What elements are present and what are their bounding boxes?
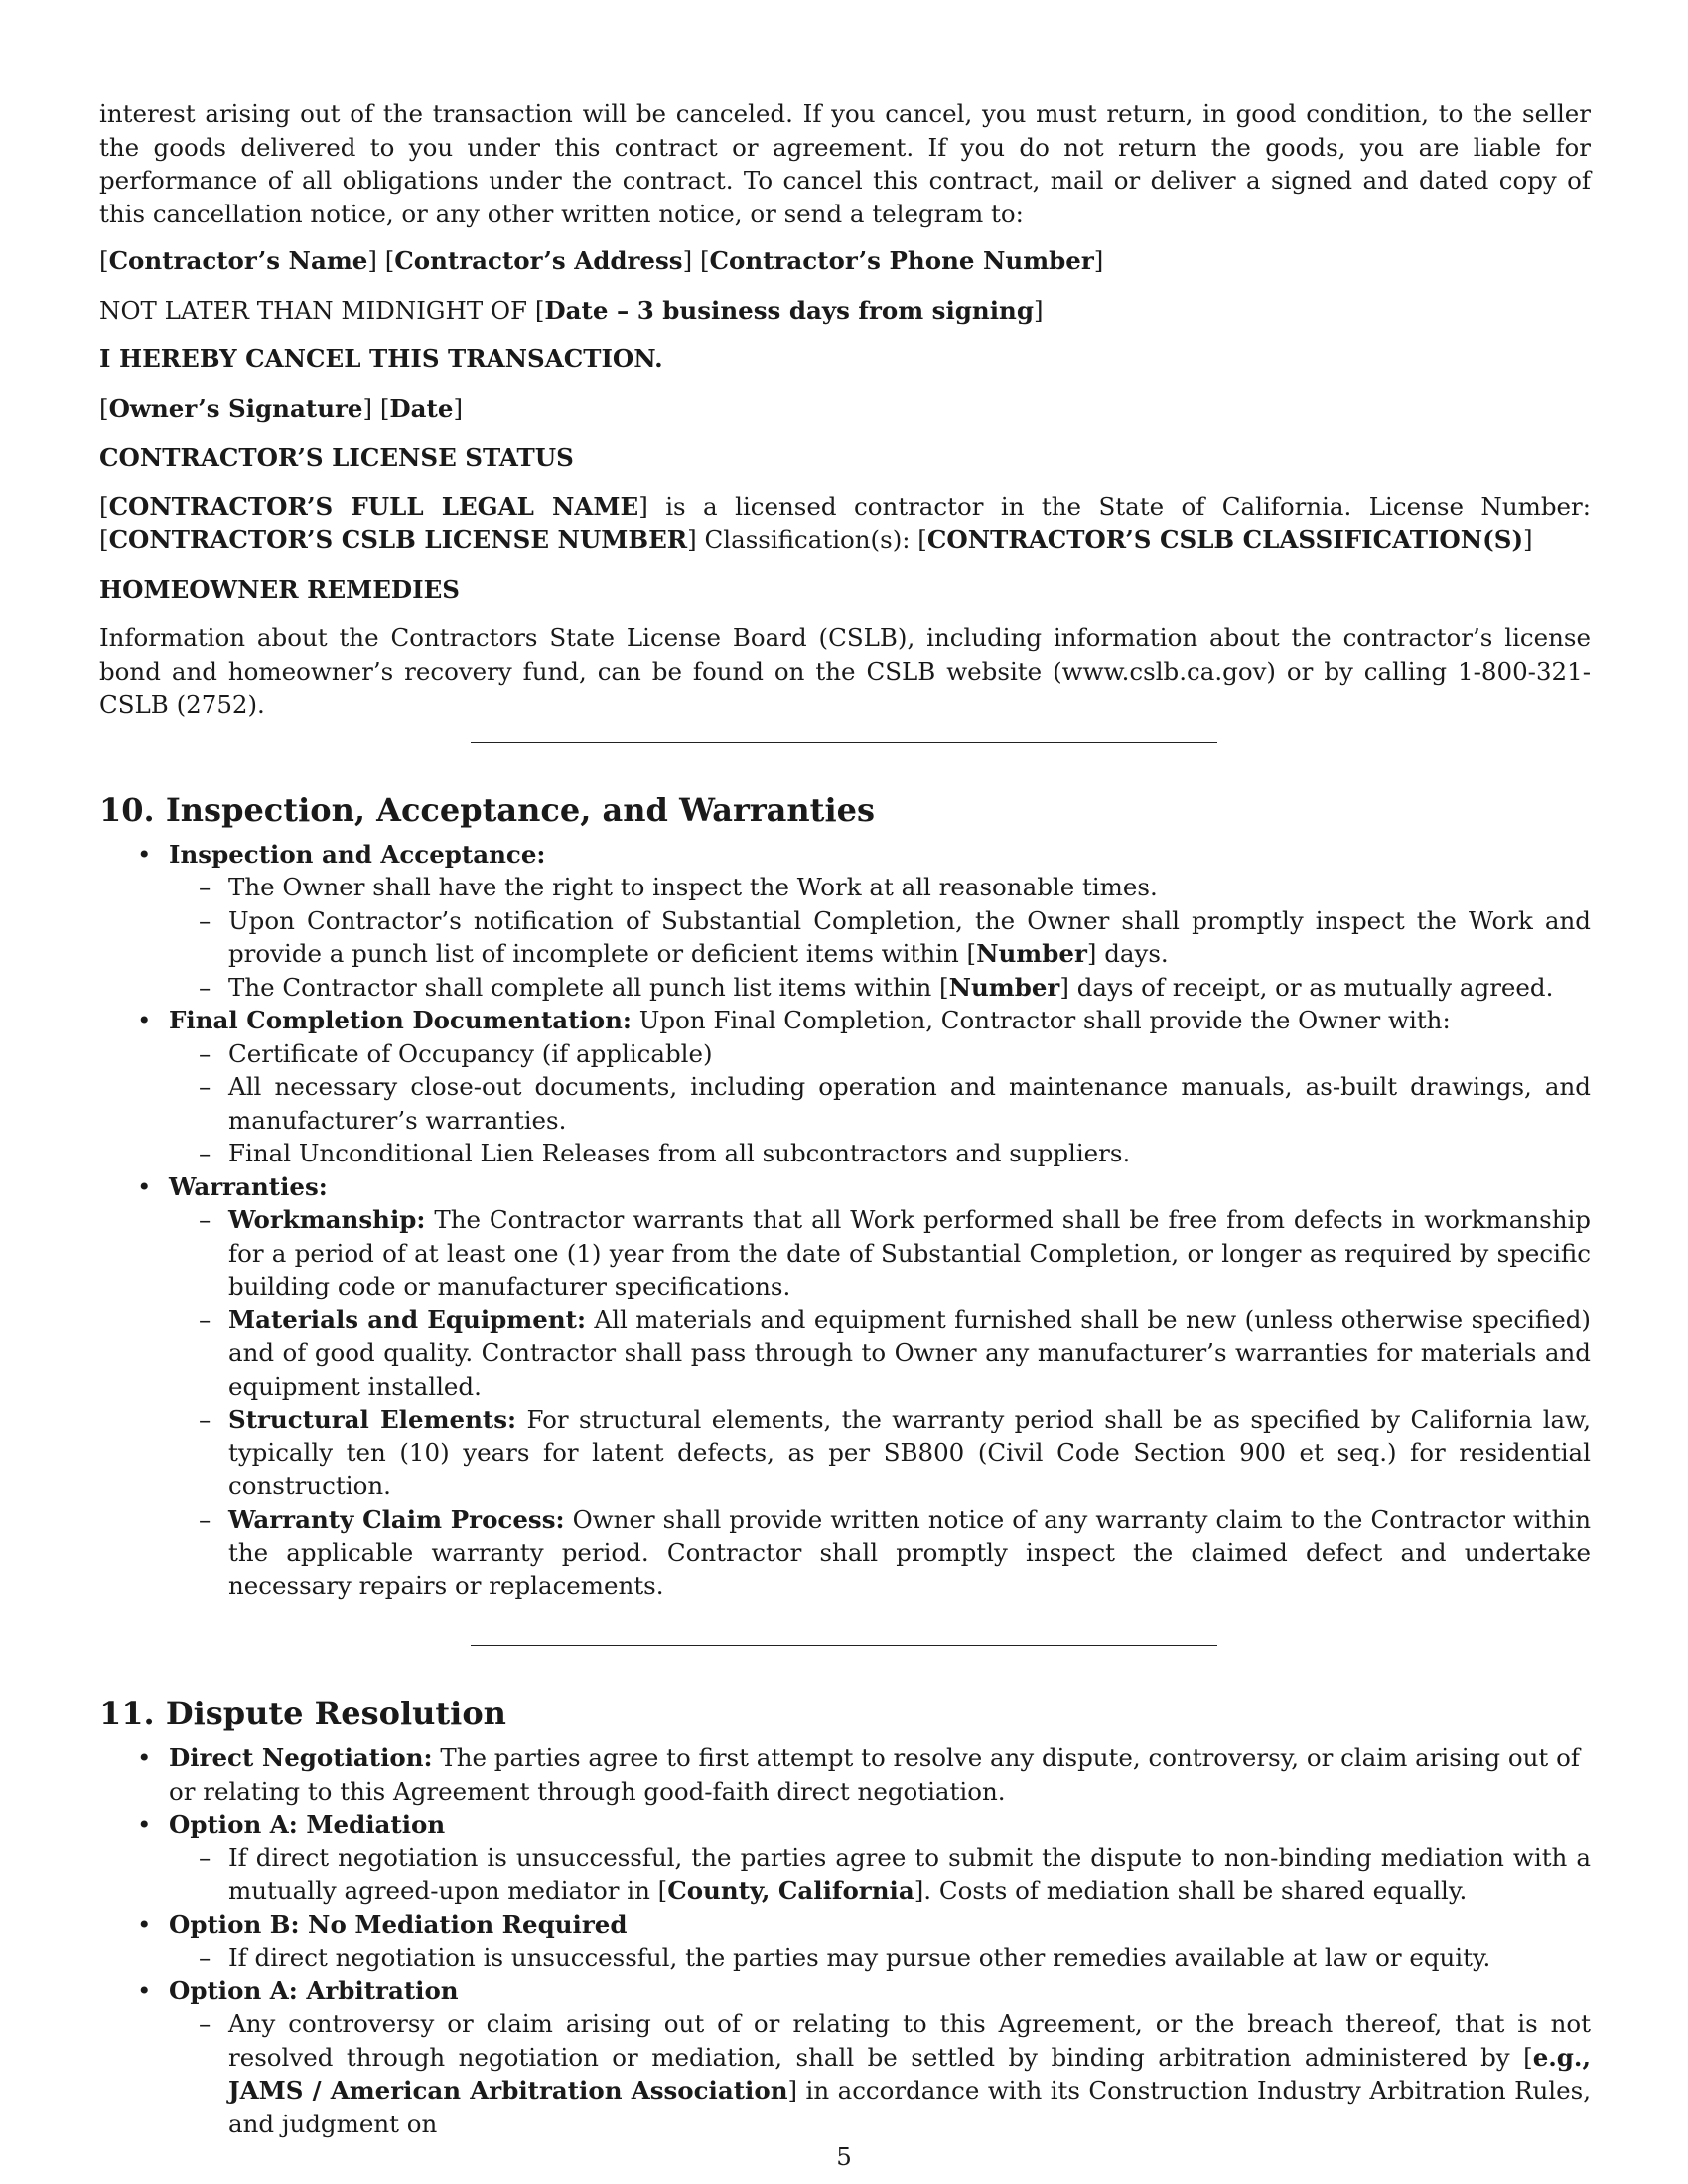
inspection-item-2-text: Upon Contractor’s notification of Substantial Completion, the Owner shall promptly inspect the Work and provide a punch list of incomplete or deficient items within bbox=[228, 905, 1591, 968]
section-11-title: 11. Dispute Resolution bbox=[99, 1695, 506, 1732]
contractor-name-placeholder: Contractor’s Name bbox=[108, 246, 368, 275]
list-item: – If direct negotiation is unsuccessful, the parties may pursue other remedies available at law or equity. bbox=[169, 1941, 1591, 1975]
structural-text: For structural elements, the warranty period shall be as specified by California law, typically ten (10) years for latent defects, as per SB800 (Civil Code Section 900 et seq.) for residential construction. bbox=[228, 1405, 1592, 1500]
list-item: – Final Unconditional Lien Releases from all subcontractors and suppliers. bbox=[169, 1137, 1591, 1170]
number-placeholder: Number bbox=[948, 972, 1060, 1002]
final-completion-text: Upon Final Completion, Contractor shall provide the Owner with: bbox=[631, 1006, 1451, 1034]
arbitration-label: Option A: Arbitration bbox=[169, 1976, 459, 2005]
classification-placeholder: CONTRACTOR’S CSLB CLASSIFICATION(S) bbox=[926, 525, 1524, 554]
workmanship-label: Workmanship: bbox=[228, 1205, 426, 1234]
arbitration-text: Any controversy or claim arising out of or relating to this Agreement, or the breach thereof, that is not resolved through negotiation or mediation, shall be settled by binding arbitration administered by bbox=[228, 2009, 1591, 2072]
arbitration-sublist bbox=[169, 2007, 1591, 2140]
license-status-heading: CONTRACTOR’S LICENSE STATUS bbox=[99, 443, 574, 472]
page-content bbox=[99, 97, 1591, 2140]
owner-signature-placeholder: Owner’s Signature bbox=[108, 393, 363, 423]
deadline-prefix: NOT LATER THAN MIDNIGHT OF bbox=[99, 295, 535, 325]
inspection-label: Inspection and Acceptance: bbox=[169, 839, 546, 869]
contractor-address-placeholder: Contractor’s Address bbox=[394, 246, 683, 275]
homeowner-remedies-heading: HOMEOWNER REMEDIES bbox=[99, 574, 461, 604]
cslb-info-paragraph: Information about the Contractors State License Board (CSLB), including information about the contractor’s license bond and homeowner’s recovery fund, can be found on the CSLB website (www.cslb.ca.gov) or by calling 1-800-321-CSLB (2752). bbox=[99, 623, 1591, 719]
mediation-text-end: . Costs of mediation shall be shared equally. bbox=[923, 1876, 1468, 1905]
list-item: – Any controversy or claim arising out of or relating to this Agreement, or the breach thereof, that is not resolved through negotiation or mediation, shall be settled by binding arbitration administered by [e.g., JAMS / American Arbitration Association] in accordance with its Construction Industry Arbitration Rules, and judgment on bbox=[169, 2007, 1591, 2140]
negotiation-label: Direct Negotiation: bbox=[169, 1743, 433, 1772]
negotiation-text: The parties agree to first attempt to resolve any dispute, controversy, or claim arising out of or relating to this Agreement through good-faith direct negotiation. bbox=[169, 1743, 1580, 1806]
list-item: – Upon Contractor’s notification of Substantial Completion, the Owner shall promptly inspect the Work and provide a punch list of incomplete or deficient items within [Number] days. bbox=[169, 904, 1591, 971]
contractor-legal-name-placeholder: CONTRACTOR’S FULL LEGAL NAME bbox=[108, 491, 639, 521]
workmanship-text: The Contractor warrants that all Work performed shall be free from defects in workmanship for a period of at least one (1) year from the date of Substantial Completion, or longer as required by specific building code or manufacturer specifications. bbox=[228, 1205, 1591, 1300]
license-paragraph: [CONTRACTOR’S FULL LEGAL NAME] is a licensed contractor in the State of California. License Number: [CONTRACTOR’S CSLB LICENSE NUMBER] Classification(s): [CONTRACTOR’S CSLB CLASSIFICATION(S)] bbox=[99, 491, 1591, 554]
list-item: – The Owner shall have the right to inspect the Work at all reasonable times. bbox=[169, 871, 1591, 904]
list-item bbox=[99, 1808, 1591, 1908]
license-number-placeholder: CONTRACTOR’S CSLB LICENSE NUMBER bbox=[108, 525, 688, 554]
list-item bbox=[99, 1741, 1591, 1808]
no-mediation-sublist bbox=[169, 1941, 1591, 1975]
mediation-text: If direct negotiation is unsuccessful, the parties agree to submit the dispute to non-binding mediation with a mutually agreed-upon mediator in bbox=[228, 1843, 1591, 1905]
arbitration-body-placeholder: e.g., JAMS / American Arbitration Association bbox=[228, 2042, 1591, 2105]
section-divider bbox=[471, 1645, 1217, 1646]
inspection-sublist bbox=[169, 871, 1591, 1004]
list-item: – If direct negotiation is unsuccessful, the parties agree to submit the dispute to non-binding mediation with a mutually agreed-upon mediator in [County, California]. Costs of mediation shall be shared equally. bbox=[169, 1842, 1591, 1908]
license-text-1: is a licensed contractor in the State of California. License Number: bbox=[647, 491, 1591, 521]
list-item bbox=[169, 1303, 1591, 1404]
contractor-phone-placeholder: Contractor’s Phone Number bbox=[709, 246, 1094, 275]
cancel-statement: I HEREBY CANCEL THIS TRANSACTION. bbox=[99, 344, 663, 373]
section-10-list bbox=[99, 838, 1591, 1603]
materials-text: All materials and equipment furnished shall be new (unless otherwise specified) and of good quality. Contractor shall pass through to Owner any manufacturer’s warranties for materials and equipment installed. bbox=[228, 1304, 1591, 1401]
final-completion-label: Final Completion Documentation: bbox=[169, 1006, 632, 1034]
section-divider bbox=[471, 742, 1217, 743]
deadline-line: NOT LATER THAN MIDNIGHT OF [Date – 3 business days from signing] bbox=[99, 295, 1044, 325]
arbitration-text-end: in accordance with its Construction Industry Arbitration Rules, and judgment on bbox=[228, 2076, 1591, 2138]
section-11-list bbox=[99, 1741, 1591, 2140]
list-item bbox=[169, 1403, 1591, 1503]
list-item bbox=[99, 1975, 1591, 2141]
list-item bbox=[169, 1503, 1591, 1603]
warranties-label: Warranties: bbox=[169, 1171, 328, 1201]
page-number: 5 bbox=[836, 2142, 852, 2171]
list-item: – All necessary close-out documents, including operation and maintenance manuals, as-built drawings, and manufacturer’s warranties. bbox=[169, 1070, 1591, 1137]
list-item bbox=[169, 1203, 1591, 1303]
warranty-claim-label: Warranty Claim Process: bbox=[228, 1504, 565, 1534]
inspection-item-3-end: days of receipt, or as mutually agreed. bbox=[1068, 972, 1554, 1002]
list-item bbox=[99, 1004, 1591, 1170]
owner-signature-line: [Owner’s Signature] [Date] bbox=[99, 393, 463, 423]
cancellation-notice-text: interest arising out of the transaction will be canceled. If you cancel, you must return, in good condition, to the seller the goods delivered to you under this contract or agreement. If you do not return the goods, you are liable for performance of all obligations under the contract. To cancel this contract, mail or deliver a signed and dated copy of this cancellation notice, or any other written notice, or send a telegram to: bbox=[99, 99, 1591, 228]
warranty-claim-text: Owner shall provide written notice of any warranty claim to the Contractor within the applicable warranty period. Contractor shall promptly inspect the claimed defect and undertake necessary repairs or replacements. bbox=[228, 1504, 1591, 1600]
deadline-date-placeholder: Date – 3 business days from signing bbox=[544, 295, 1034, 325]
contractor-contact-line: [Contractor’s Name] [Contractor’s Address] [Contractor’s Phone Number] bbox=[99, 246, 1104, 275]
owner-date-placeholder: Date bbox=[389, 393, 454, 423]
structural-label: Structural Elements: bbox=[228, 1405, 517, 1433]
warranties-sublist bbox=[169, 1203, 1591, 1602]
list-item bbox=[99, 838, 1591, 1005]
list-item bbox=[99, 1908, 1591, 1975]
list-item bbox=[99, 1170, 1591, 1603]
list-item: – The Contractor shall complete all punch list items within [Number] days of receipt, or as mutually agreed. bbox=[169, 971, 1591, 1005]
section-10-title: 10. Inspection, Acceptance, and Warranties bbox=[99, 790, 875, 829]
materials-label: Materials and Equipment: bbox=[228, 1304, 586, 1334]
mediation-sublist bbox=[169, 1842, 1591, 1908]
mediation-label: Option A: Mediation bbox=[169, 1810, 446, 1839]
no-mediation-label: Option B: No Mediation Required bbox=[169, 1909, 628, 1939]
number-placeholder: Number bbox=[976, 939, 1087, 968]
county-placeholder: County, California bbox=[667, 1876, 914, 1905]
final-completion-sublist bbox=[169, 1037, 1591, 1170]
license-text-2: Classification(s): bbox=[696, 525, 918, 554]
inspection-item-2-end: days. bbox=[1096, 939, 1169, 968]
inspection-item-3-text: The Contractor shall complete all punch list items within bbox=[228, 972, 940, 1002]
list-item: – Certificate of Occupancy (if applicable) bbox=[169, 1037, 1591, 1071]
